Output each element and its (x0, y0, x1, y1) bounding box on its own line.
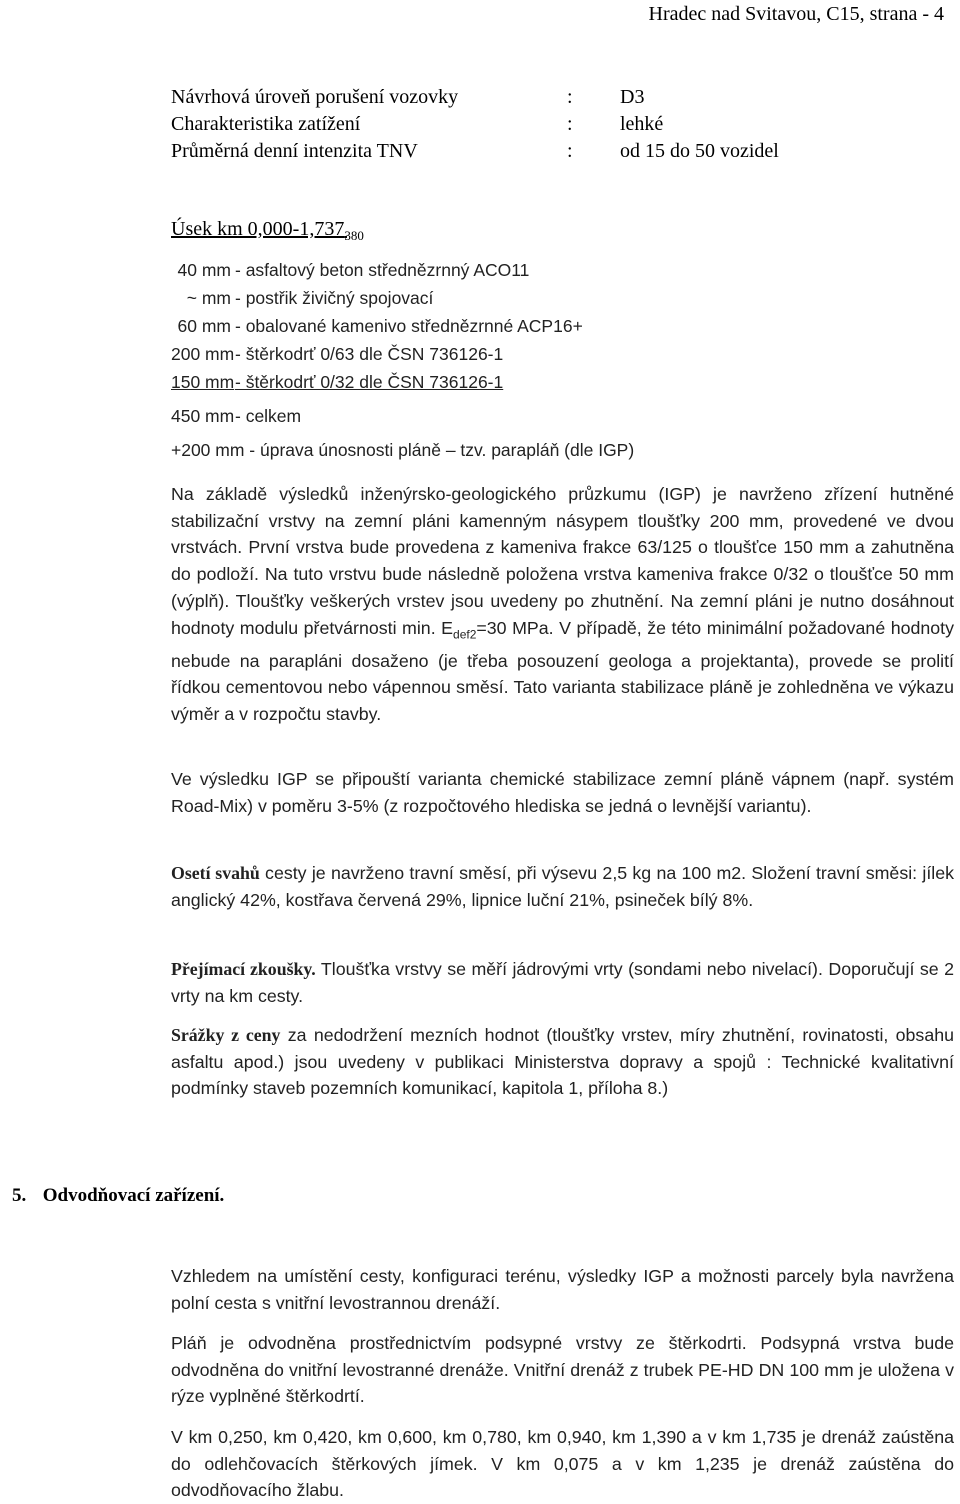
paragraph-text: cesty je navrženo travní směsí, při výsevu 2,5 kg na 100 m2. Složení travní směsi: jílek anglický 42%, kostřava červená 29%, lipnice luční 21%, psineček bílý 8%. (171, 863, 955, 910)
layer-description: - štěrkodrť 0/32 dle ČSN 736126-1 (235, 372, 504, 392)
layer-description: - štěrkodrť 0/63 dle ČSN 736126-1 (235, 344, 504, 364)
layer-thickness: 60 mm (177, 316, 231, 336)
paragraph-chemical-stabilization (171, 766, 954, 819)
paragraph-text: Na základě výsledků inženýrsko-geologického průzkumu (IGP) je navrženo zřízení hutněné stabilizační vrstvy na zemní pláni kamenným násypem tloušťky 200 mm, provedené ve dvou vrstvách. První vrstva bude provedena z kameniva frakce 63/125 o tloušťce 150 mm a zahutněna do podloží. Na tuto vrstvu bude následně položena vrstva kameniva frakce 0/32 o tloušťce 50 mm (výplň). Tloušťky veškerých vrstev jsou uvedeny po zhutnění. Na zemní pláni je nutno dosáhnout hodnoty modulu přetvárnosti min. E (171, 484, 954, 638)
layer-row (171, 256, 634, 284)
paragraph-drainage-intro (171, 1263, 954, 1316)
subgrade-improvement-row (171, 436, 634, 464)
param-label: Průměrná denní intenzita TNV (171, 140, 418, 162)
paragraph-subscript: def2 (453, 627, 477, 642)
layer-description: - postřik živičný spojovací (235, 288, 434, 308)
layer-thickness: ~ mm (186, 288, 231, 308)
paragraph-price-deductions (171, 1022, 954, 1102)
section-title (171, 215, 364, 250)
layer-description: - obalované kamenivo střednězrnné ACP16+ (235, 316, 583, 336)
param-colon: : (567, 113, 573, 135)
paragraph-text: za nedodržení mezních hodnot (tloušťky vrstev, míry zhutnění, rovinatosti, obsahu asfaltu apod.) jsou uvedeny v publikaci Ministerstva dopravy a spojů : Technické kvalitativní podmínky staveb pozemních komunikací, kapitola 1, příloha 8.) (171, 1025, 954, 1099)
paragraph-drainage-subgrade (171, 1330, 954, 1410)
param-value: lehké (620, 113, 664, 135)
layer-row (171, 368, 634, 396)
section-title-sub: 380 (344, 228, 364, 243)
paragraph-stabilization (171, 481, 954, 728)
layer-total-thickness: 450 mm (171, 406, 235, 426)
layer-total-row (171, 402, 634, 430)
paragraph-text: Vzhledem na umístění cesty, konfiguraci terénu, výsledky IGP a možnosti parcely byla navržena polní cesta s vnitřní levostrannou drenáží. (171, 1266, 954, 1313)
layer-row (171, 340, 634, 368)
paragraph-text: =30 MPa. V případě, že této minimální požadované hodnoty nebude na parapláni dosaženo (je třeba posouzení geologa a projektanta), provede se prolití řídkou cementovou nebo vápennou směsí. Tato varianta stabilizace pláně je zohledněna ve výkazu výměr a v rozpočtu stavby. (171, 617, 954, 725)
paragraph-text: Tloušťka vrstvy se měří jádrovými vrty (sondami nebo nivelací). Doporučují se 2 vrty na km cesty. (171, 959, 954, 1006)
section-heading-title: Odvodňovací zařízení. (42, 1185, 225, 1206)
layer-composition (171, 256, 634, 464)
section-title-text: Úsek km 0,000-1,737 (171, 218, 345, 240)
paragraph-text: V km 0,250, km 0,420, km 0,600, km 0,780, km 0,940, km 1,390 a v km 1,735 je drenáž zaústěna do odlehčovacích štěrkových jímek. V km 0,075 a v km 1,235 je drenáž zaústěna do odvodňovacího žlabu. (171, 1427, 954, 1501)
paragraph-seeding (171, 860, 954, 913)
layer-row (171, 284, 634, 312)
layer-total-description: - celkem (235, 406, 302, 426)
subgrade-improvement-text: +200 mm - úprava únosnosti pláně – tzv. parapláň (dle IGP) (171, 440, 635, 460)
page-header: Hradec nad Svitavou, C15, strana - 4 (648, 3, 944, 25)
paragraph-acceptance-tests (171, 956, 954, 1009)
section-heading (12, 1185, 224, 1207)
param-value: od 15 do 50 vozidel (620, 140, 779, 162)
param-colon: : (567, 86, 573, 108)
paragraph-bold-lead: Přejímací zkoušky. (171, 959, 316, 979)
paragraph-text: Pláň je odvodněna prostřednictvím podsypné vrstvy ze štěrkodrti. Podsypná vrstva bude odvodněna do vnitřní levostranné drenáže. Vnitřní drenáž z trubek PE-HD DN 100 mm je uložena v rýze vyplněné štěrkodrtí. (171, 1333, 954, 1407)
param-label: Návrhová úroveň porušení vozovky (171, 86, 459, 108)
param-colon: : (567, 140, 573, 162)
layer-row (171, 312, 634, 340)
paragraph-bold-lead: Srážky z ceny (171, 1025, 281, 1045)
paragraph-text: Ve výsledku IGP se připouští varianta chemické stabilizace zemní pláně vápnem (např. systém Road-Mix) v poměru 3-5% (z rozpočtového hlediska se jedná o levnější variantu). (171, 769, 954, 816)
paragraph-drainage-outlets (171, 1424, 954, 1504)
param-label: Charakteristika zatížení (171, 113, 361, 135)
paragraph-bold-lead: Osetí svahů (171, 863, 260, 883)
layer-thickness: 200 mm (171, 344, 235, 364)
layer-thickness: 40 mm (177, 260, 231, 280)
layer-description: - asfaltový beton střednězrnný ACO11 (235, 260, 530, 280)
param-value: D3 (620, 86, 645, 108)
layer-thickness: 150 mm (171, 372, 235, 392)
section-heading-number: 5. (12, 1185, 27, 1206)
